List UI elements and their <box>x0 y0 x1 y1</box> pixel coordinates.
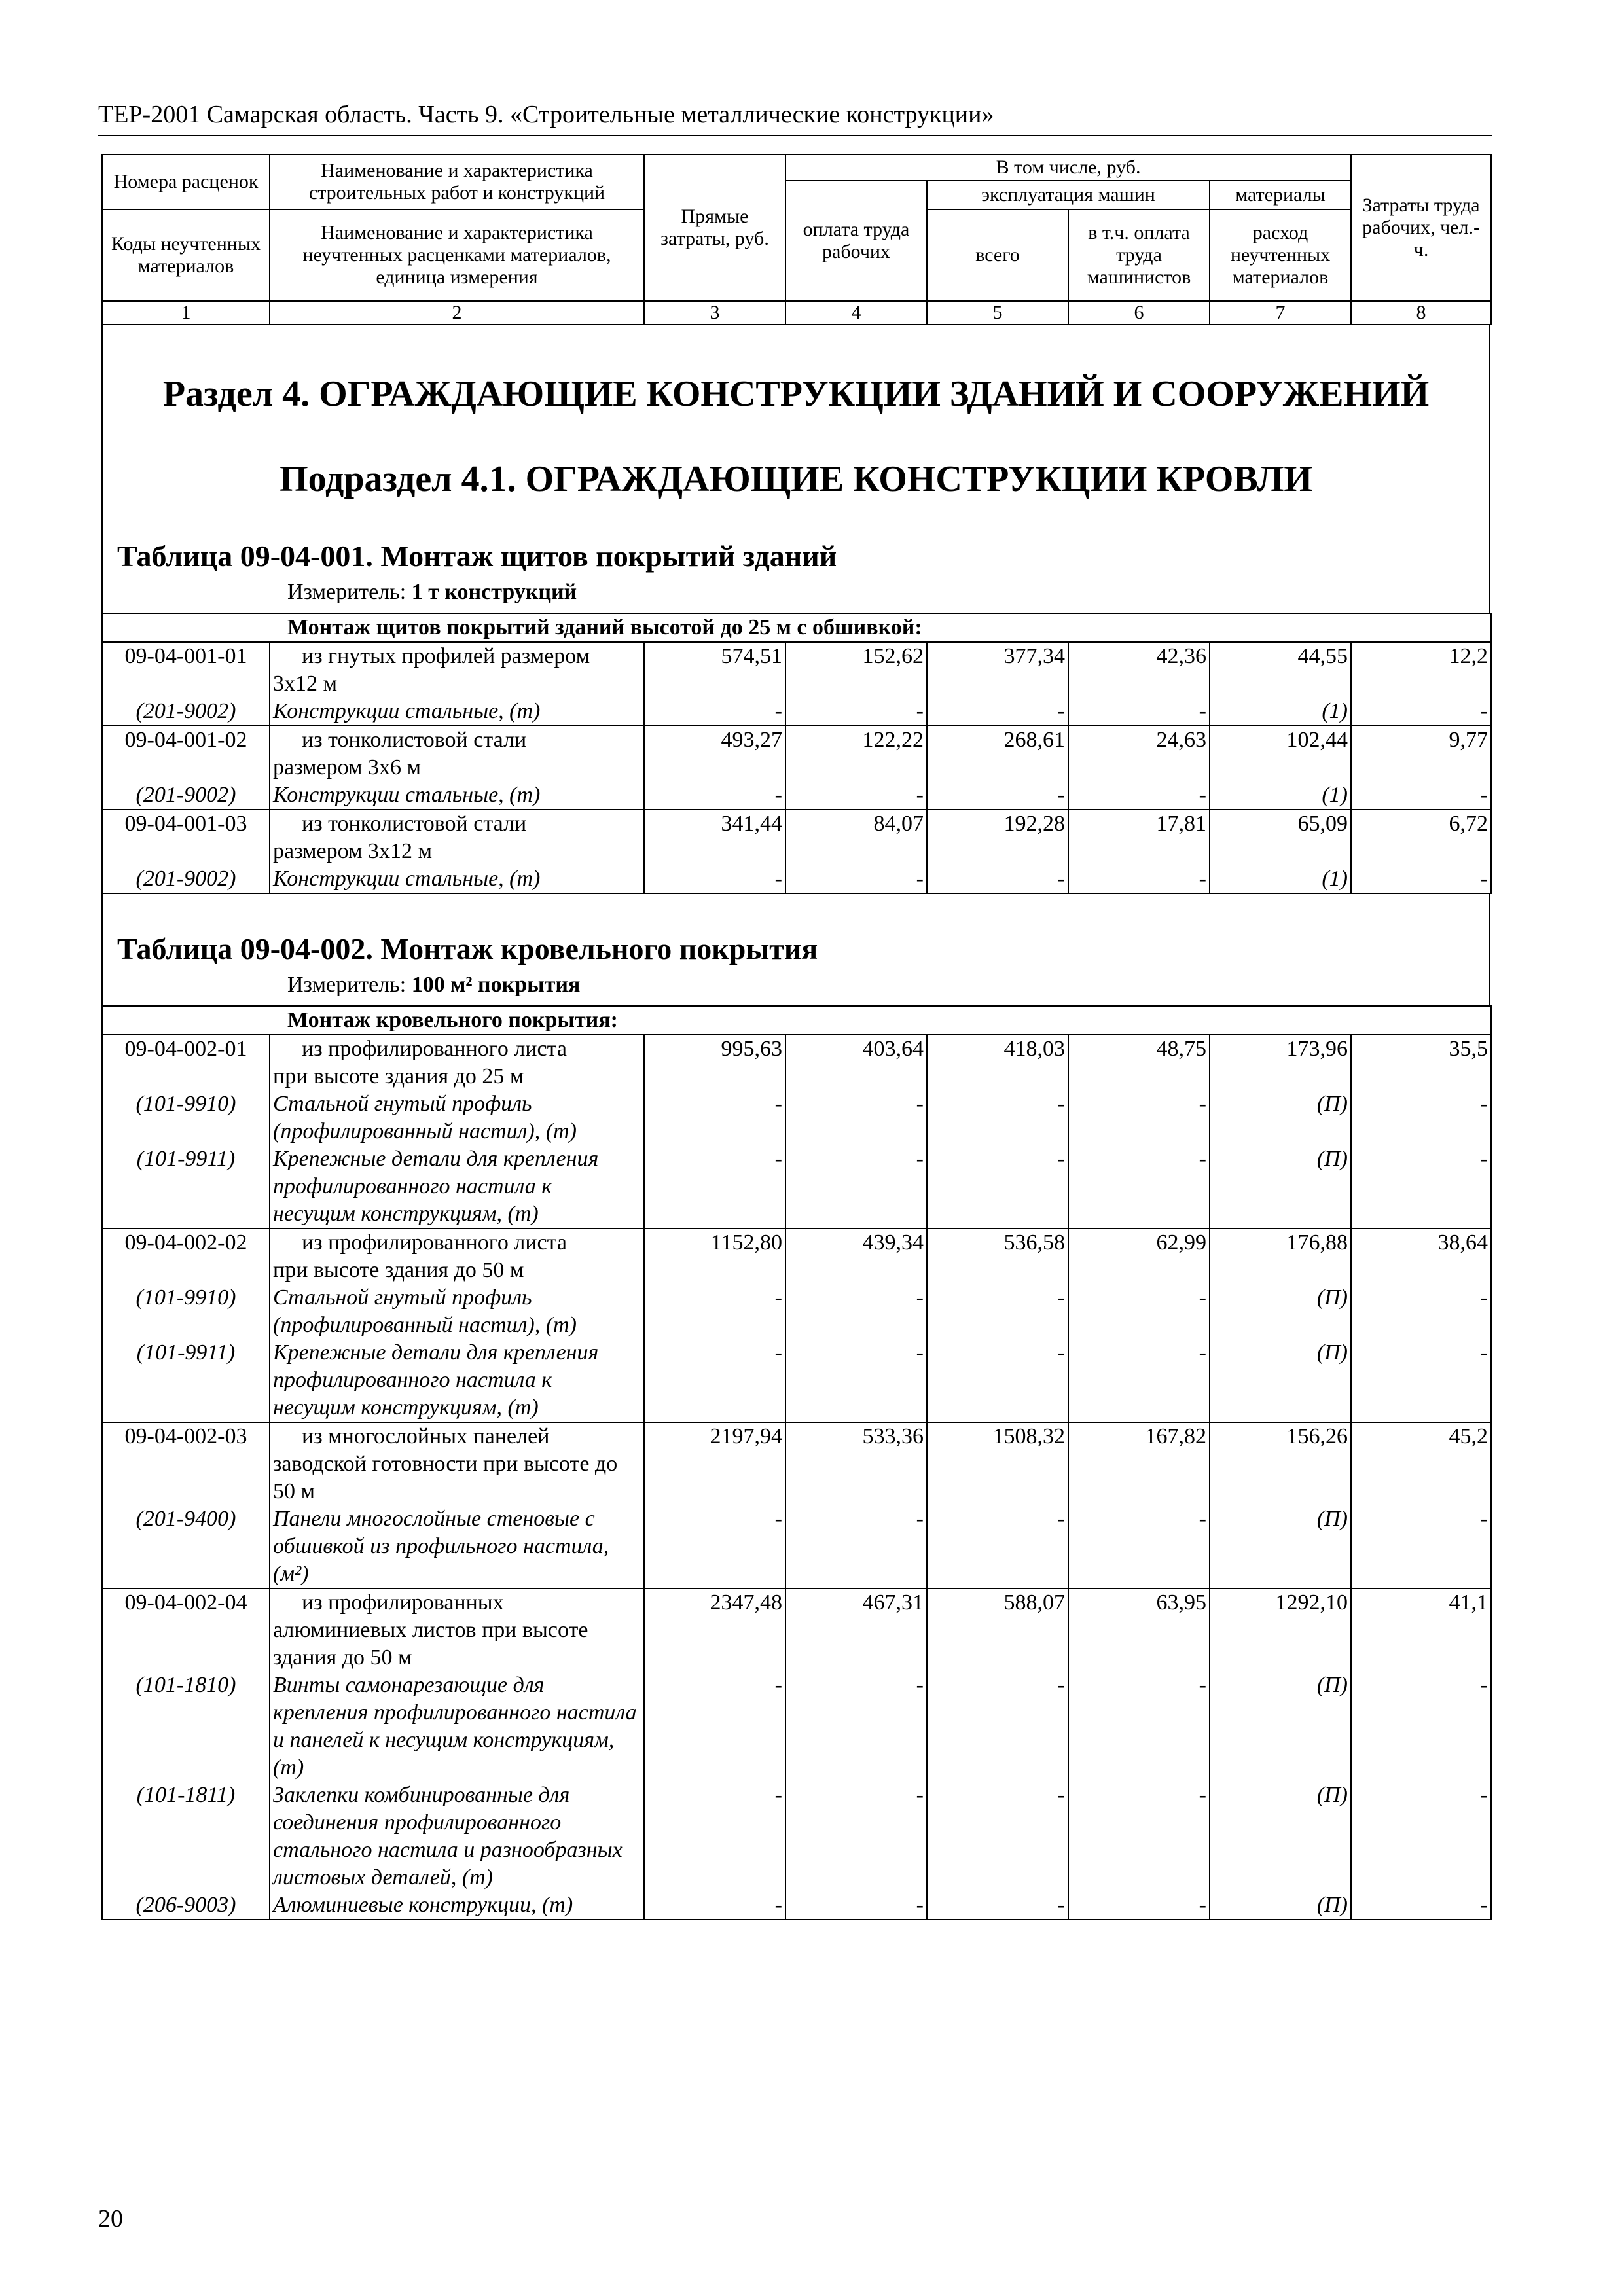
material-name: Заклепки комбинированные для соединения профилированного стального настила и разнообразных листовых деталей, (т) <box>270 1782 644 1892</box>
work-name: из гнутых профилей размером 3х12 м <box>270 642 644 698</box>
col-4-title: оплата труда рабочих <box>785 181 927 301</box>
running-header: ТЕР-2001 Самарская область. Часть 9. «Строительные металлические конструкции» <box>98 98 1492 136</box>
direct-cost: 574,51 <box>644 642 785 698</box>
machines-total: 192,28 <box>927 810 1068 865</box>
material-name: Стальной гнутый профиль (профилированный настил), (т) <box>270 1284 644 1339</box>
unit-label: Измеритель: <box>287 580 406 604</box>
materials-cost: 1292,10 <box>1210 1588 1351 1672</box>
material-code: (201-9002) <box>102 781 270 810</box>
dash: - <box>927 865 1068 893</box>
machinists-pay: 24,63 <box>1068 726 1210 781</box>
material-row <box>102 1339 1491 1422</box>
dash: - <box>927 1145 1068 1229</box>
material-name: Стальной гнутый профиль (профилированный настил), (т) <box>270 1090 644 1145</box>
dash: - <box>785 698 927 726</box>
col-num: 1 <box>102 301 270 325</box>
material-row <box>102 1284 1491 1339</box>
materials-cost: 176,88 <box>1210 1229 1351 1284</box>
col-num: 6 <box>1068 301 1210 325</box>
machines-total: 536,58 <box>927 1229 1068 1284</box>
materials-cost: 156,26 <box>1210 1422 1351 1505</box>
dash: - <box>927 1672 1068 1782</box>
dash: - <box>785 781 927 810</box>
col-1-title: Номера расценок <box>102 154 270 209</box>
material-code: (201-9002) <box>102 698 270 726</box>
material-code: (101-9910) <box>102 1284 270 1339</box>
work-name: из тонколистовой стали размером 3х6 м <box>270 726 644 781</box>
material-code: (201-9400) <box>102 1505 270 1588</box>
machinists-pay: 48,75 <box>1068 1035 1210 1090</box>
dash: - <box>1351 1672 1491 1782</box>
material-code: (101-1810) <box>102 1672 270 1782</box>
dash: - <box>927 1782 1068 1892</box>
labor-hours: 38,64 <box>1351 1229 1491 1284</box>
dash: - <box>785 1892 927 1920</box>
dash: - <box>644 1672 785 1782</box>
dash: - <box>1351 1782 1491 1892</box>
rates-table-1 <box>101 613 1492 894</box>
material-qty: (П) <box>1210 1145 1351 1229</box>
dash: - <box>1351 1090 1491 1145</box>
dash: - <box>644 1145 785 1229</box>
col-num: 2 <box>270 301 644 325</box>
dash: - <box>644 1339 785 1422</box>
material-qty: (П) <box>1210 1505 1351 1588</box>
work-name: из многослойных панелей заводской готовности при высоте до 50 м <box>270 1422 644 1505</box>
material-code: (101-1811) <box>102 1782 270 1892</box>
col-num: 7 <box>1210 301 1351 325</box>
labor-hours: 45,2 <box>1351 1422 1491 1505</box>
material-name: Крепежные детали для крепления профилированного настила к несущим конструкциям, (т) <box>270 1339 644 1422</box>
dash: - <box>1068 1505 1210 1588</box>
materials-cost: 65,09 <box>1210 810 1351 865</box>
labor-hours: 6,72 <box>1351 810 1491 865</box>
dash: - <box>785 1782 927 1892</box>
materials-cost: 173,96 <box>1210 1035 1351 1090</box>
table2-title: Таблица 09-04-002. Монтаж кровельного покрытия <box>117 932 818 965</box>
material-row <box>102 1892 1491 1920</box>
dash: - <box>644 1284 785 1339</box>
machines-total: 377,34 <box>927 642 1068 698</box>
col-3-title: Прямые затраты, руб. <box>644 154 785 301</box>
dash: - <box>1351 1505 1491 1588</box>
dash: - <box>1068 1672 1210 1782</box>
section-title: Раздел 4. ОГРАЖДАЮЩИЕ КОНСТРУКЦИИ ЗДАНИЙ И СООРУЖЕНИЙ <box>162 374 1430 414</box>
col-1-subtitle: Коды неучтенных материалов <box>102 209 270 301</box>
material-name: Конструкции стальные, (т) <box>270 781 644 810</box>
machinists-pay: 42,36 <box>1068 642 1210 698</box>
machines-total: 588,07 <box>927 1588 1068 1672</box>
machinists-pay: 62,99 <box>1068 1229 1210 1284</box>
dash: - <box>1068 781 1210 810</box>
direct-cost: 341,44 <box>644 810 785 865</box>
dash: - <box>644 1892 785 1920</box>
work-name: из профилированного листа при высоте здания до 50 м <box>270 1229 644 1284</box>
material-name: Алюминиевые конструкции, (т) <box>270 1892 644 1920</box>
unit-value: 1 т конструкций <box>411 580 577 604</box>
material-qty: (П) <box>1210 1090 1351 1145</box>
material-qty: (П) <box>1210 1339 1351 1422</box>
machines-total: 1508,32 <box>927 1422 1068 1505</box>
materials-header: материалы <box>1210 181 1351 209</box>
dash: - <box>927 1505 1068 1588</box>
rate-code: 09-04-002-03 <box>102 1422 270 1505</box>
table2-unit <box>287 971 580 999</box>
rate-code: 09-04-002-04 <box>102 1588 270 1672</box>
page-number: 20 <box>98 2205 123 2233</box>
table-row <box>102 1035 1491 1090</box>
material-row <box>102 781 1491 810</box>
col-num: 8 <box>1351 301 1491 325</box>
dash: - <box>785 1672 927 1782</box>
incl-header: В том числе, руб. <box>785 154 1351 181</box>
machinists-pay: 167,82 <box>1068 1422 1210 1505</box>
labor-pay: 533,36 <box>785 1422 927 1505</box>
labor-hours: 12,2 <box>1351 642 1491 698</box>
labor-pay: 122,22 <box>785 726 927 781</box>
rate-code: 09-04-002-02 <box>102 1229 270 1284</box>
dash: - <box>1068 1145 1210 1229</box>
labor-hours: 41,1 <box>1351 1588 1491 1672</box>
table1-title: Таблица 09-04-001. Монтаж щитов покрытий зданий <box>117 539 837 573</box>
dash: - <box>1068 1090 1210 1145</box>
labor-hours: 35,5 <box>1351 1035 1491 1090</box>
dash: - <box>1351 1339 1491 1422</box>
labor-pay: 403,64 <box>785 1035 927 1090</box>
dash: - <box>927 698 1068 726</box>
material-qty: (П) <box>1210 1284 1351 1339</box>
rate-code: 09-04-001-02 <box>102 726 270 781</box>
dash: - <box>1351 1145 1491 1229</box>
col-num: 5 <box>927 301 1068 325</box>
col-6-title: в т.ч. оплата труда машинистов <box>1068 209 1210 301</box>
dash: - <box>1068 1339 1210 1422</box>
dash: - <box>1068 1782 1210 1892</box>
table2-heading <box>101 894 1490 1005</box>
table-row <box>102 810 1491 865</box>
direct-cost: 493,27 <box>644 726 785 781</box>
dash: - <box>1351 781 1491 810</box>
material-row <box>102 698 1491 726</box>
dash: - <box>785 1505 927 1588</box>
material-code: (201-9002) <box>102 865 270 893</box>
material-code: (101-9911) <box>102 1145 270 1229</box>
col-8-title: Затраты труда рабочих, чел.-ч. <box>1351 154 1491 301</box>
material-row <box>102 1145 1491 1229</box>
material-qty: (1) <box>1210 865 1351 893</box>
dash: - <box>1351 1284 1491 1339</box>
table1-unit <box>287 579 577 606</box>
materials-cost: 102,44 <box>1210 726 1351 781</box>
material-name: Панели многослойные стеновые с обшивкой из профильного настила, (м²) <box>270 1505 644 1588</box>
material-code: (101-9910) <box>102 1090 270 1145</box>
dash: - <box>1068 865 1210 893</box>
document-body <box>101 154 1490 1920</box>
unit-label: Измеритель: <box>287 973 406 997</box>
direct-cost: 2197,94 <box>644 1422 785 1505</box>
material-row <box>102 865 1491 893</box>
dash: - <box>1351 698 1491 726</box>
table-row <box>102 1588 1491 1672</box>
table-row <box>102 1229 1491 1284</box>
dash: - <box>1351 865 1491 893</box>
table-row <box>102 1422 1491 1505</box>
direct-cost: 995,63 <box>644 1035 785 1090</box>
material-qty: (П) <box>1210 1892 1351 1920</box>
dash: - <box>927 1892 1068 1920</box>
dash: - <box>644 1782 785 1892</box>
dash: - <box>1068 698 1210 726</box>
material-qty: (П) <box>1210 1672 1351 1782</box>
dash: - <box>785 1339 927 1422</box>
table1-group-heading: Монтаж щитов покрытий зданий высотой до 25 м с обшивкой: <box>102 613 1491 642</box>
dash: - <box>644 698 785 726</box>
work-name: из тонколистовой стали размером 3х12 м <box>270 810 644 865</box>
material-code: (101-9911) <box>102 1339 270 1422</box>
labor-pay: 439,34 <box>785 1229 927 1284</box>
table-row <box>102 642 1491 698</box>
machinists-pay: 17,81 <box>1068 810 1210 865</box>
direct-cost: 1152,80 <box>644 1229 785 1284</box>
work-name: из профилированного листа при высоте здания до 25 м <box>270 1035 644 1090</box>
rate-code: 09-04-001-03 <box>102 810 270 865</box>
dash: - <box>927 1090 1068 1145</box>
dash: - <box>644 1090 785 1145</box>
material-name: Конструкции стальные, (т) <box>270 698 644 726</box>
material-qty: (1) <box>1210 781 1351 810</box>
rate-code: 09-04-001-01 <box>102 642 270 698</box>
table1-heading <box>101 531 1490 613</box>
subsection-title: Подраздел 4.1. ОГРАЖДАЮЩИЕ КОНСТРУКЦИИ КРОВЛИ <box>280 459 1312 499</box>
dash: - <box>785 1145 927 1229</box>
column-header-table <box>101 154 1492 325</box>
dash: - <box>785 1090 927 1145</box>
dash: - <box>927 781 1068 810</box>
dash: - <box>1068 1892 1210 1920</box>
dash: - <box>1351 1892 1491 1920</box>
material-qty: (П) <box>1210 1782 1351 1892</box>
col-5-title: всего <box>927 209 1068 301</box>
machines-header: эксплуатация машин <box>927 181 1210 209</box>
machines-total: 268,61 <box>927 726 1068 781</box>
material-row <box>102 1505 1491 1588</box>
material-name: Конструкции стальные, (т) <box>270 865 644 893</box>
material-name: Винты самонарезающие для крепления профилированного настила и панелей к несущим конструкциям, (т) <box>270 1672 644 1782</box>
table2-group-heading: Монтаж кровельного покрытия: <box>102 1006 1491 1035</box>
col-num: 3 <box>644 301 785 325</box>
dash: - <box>644 781 785 810</box>
table-row <box>102 726 1491 781</box>
labor-hours: 9,77 <box>1351 726 1491 781</box>
col-7-title: расход неучтенных материалов <box>1210 209 1351 301</box>
material-row <box>102 1782 1491 1892</box>
machinists-pay: 63,95 <box>1068 1588 1210 1672</box>
material-qty: (1) <box>1210 698 1351 726</box>
labor-pay: 152,62 <box>785 642 927 698</box>
dash: - <box>644 1505 785 1588</box>
rates-table-2 <box>101 1005 1492 1920</box>
work-name: из профилированных алюминиевых листов при высоте здания до 50 м <box>270 1588 644 1672</box>
materials-cost: 44,55 <box>1210 642 1351 698</box>
section-heading-block <box>101 325 1490 531</box>
dash: - <box>785 1284 927 1339</box>
col-num: 4 <box>785 301 927 325</box>
labor-pay: 467,31 <box>785 1588 927 1672</box>
dash: - <box>927 1339 1068 1422</box>
col-2-title: Наименование и характеристика строительных работ и конструкций <box>270 154 644 209</box>
material-row <box>102 1672 1491 1782</box>
material-code: (206-9003) <box>102 1892 270 1920</box>
dash: - <box>785 865 927 893</box>
dash: - <box>927 1284 1068 1339</box>
dash: - <box>644 865 785 893</box>
col-2-subtitle: Наименование и характеристика неучтенных расценками материалов, единица измерения <box>270 209 644 301</box>
material-name: Крепежные детали для крепления профилированного настила к несущим конструкциям, (т) <box>270 1145 644 1229</box>
material-row <box>102 1090 1491 1145</box>
direct-cost: 2347,48 <box>644 1588 785 1672</box>
unit-value: 100 м² покрытия <box>411 973 581 997</box>
labor-pay: 84,07 <box>785 810 927 865</box>
machines-total: 418,03 <box>927 1035 1068 1090</box>
dash: - <box>1068 1284 1210 1339</box>
rate-code: 09-04-002-01 <box>102 1035 270 1090</box>
